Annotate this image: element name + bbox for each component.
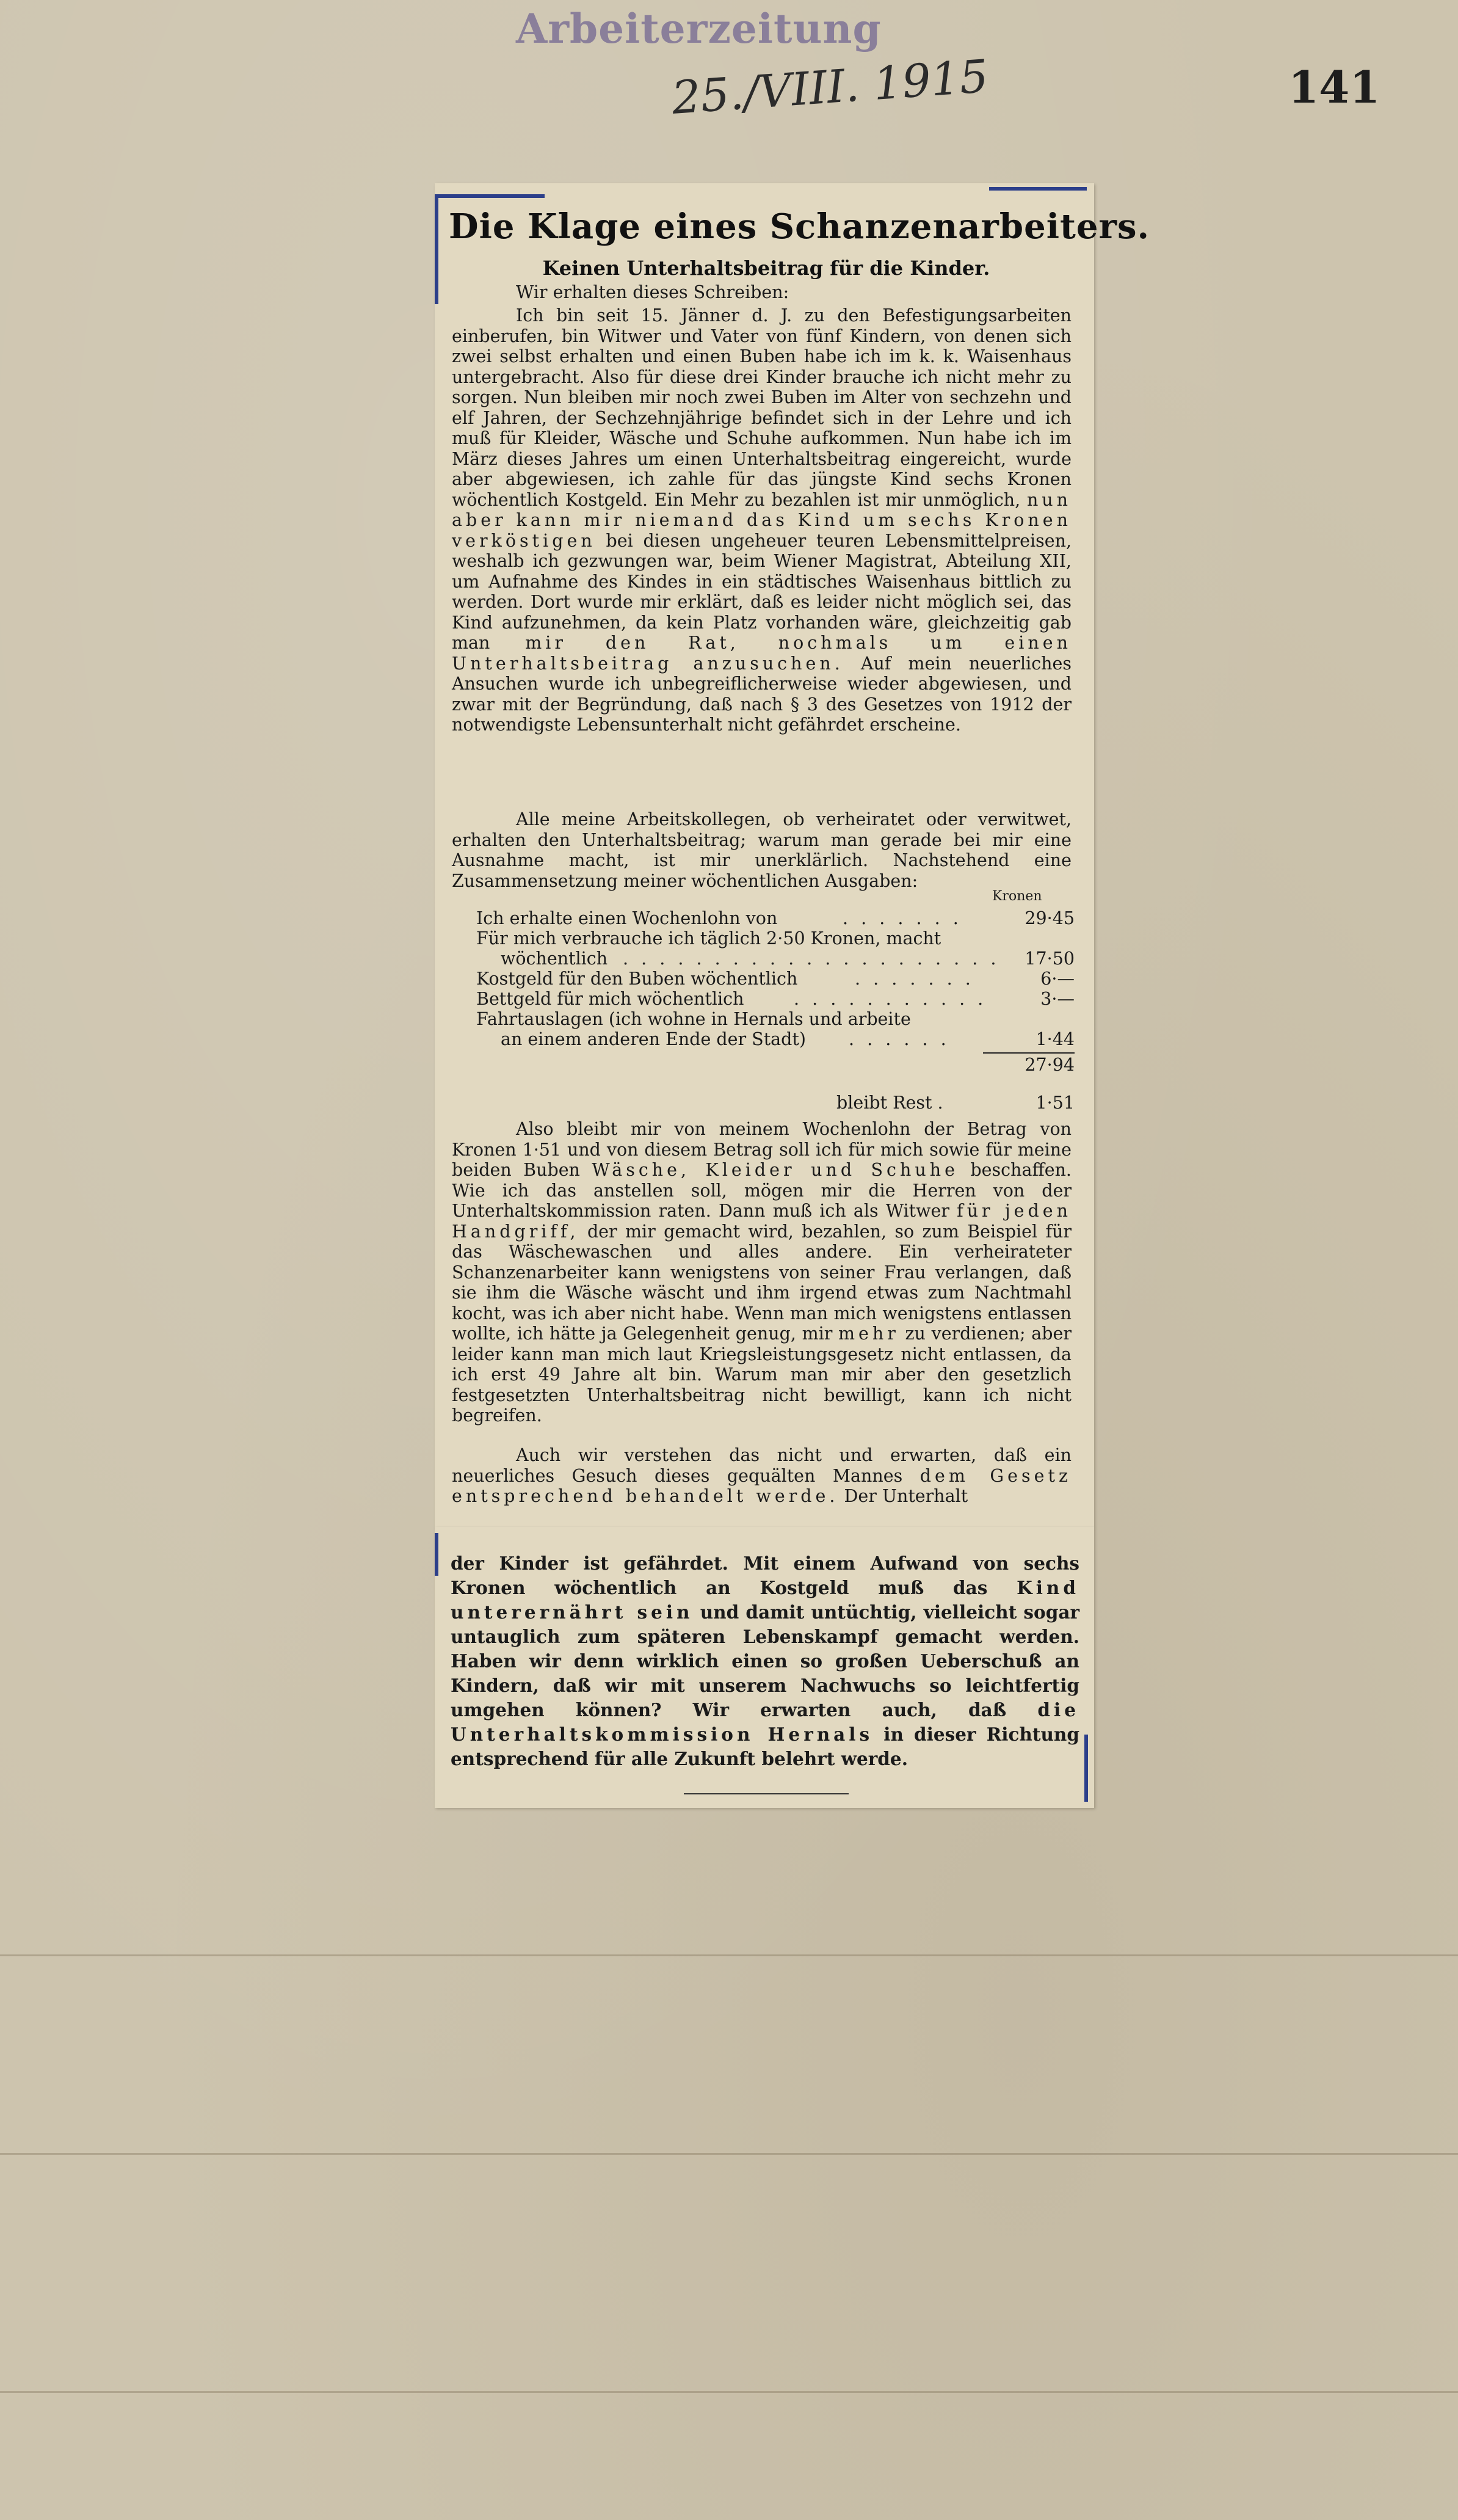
newspaper-stamp: Arbeiterzeitung: [516, 5, 882, 53]
emphasized-text: für jeden Handgriff,: [452, 1201, 1072, 1242]
ledger-label: Kostgeld für den Buben wöchentlich: [476, 969, 798, 989]
ledger-rest-value: 1·51: [1035, 1093, 1075, 1113]
emphasized-text: die Unterhaltskommission Hernals: [451, 1699, 1079, 1745]
blue-pencil-mark: [435, 194, 545, 198]
paragraph-text: zu verdienen; aber leider kann man mich laut Kriegsleistungsgesetz nicht entlassen, da ich erst 49 Jahre alt bin. Warum man mir aber den gesetzlich festgesetzten Unterhaltsbeitrag nicht bewilligt, kann ich nicht begreifen.: [452, 1324, 1072, 1426]
ledger-row: Bettgeld für mich wöchentlich . . . . . . . . . . . 3·—: [476, 989, 1075, 1009]
page-number: 141: [1288, 61, 1380, 113]
ledger-rest-label: bleibt Rest .: [836, 1093, 943, 1113]
article-paragraph: [452, 809, 1072, 891]
paragraph-text: Der Unterhalt: [844, 1486, 968, 1506]
paragraph-text: Auch wir verstehen das nicht und erwarten, daß ein neuerliches Gesuch dieses gequälten Mannes: [452, 1445, 1072, 1486]
article-paragraph: [452, 1119, 1072, 1426]
emphasized-text: Kind unterernährt sein: [451, 1577, 1079, 1623]
blue-pencil-mark: [435, 1533, 438, 1576]
ledger-row: [476, 928, 1075, 949]
article-headline: Die Klage eines Schanzenarbeiters.: [449, 206, 1150, 247]
paragraph-text: beschaffen. Wie ich das anstellen soll, mögen mir die Herren von der Unterhaltskommission raten. Dann muß ich als Witwer: [452, 1160, 1072, 1221]
ledger-label: Für mich verbrauche ich täglich 2·50 Kronen, macht: [476, 928, 941, 949]
ledger-label: Bettgeld für mich wöchentlich: [476, 989, 744, 1009]
paragraph-text: der Kinder ist gefährdet. Mit einem Aufwand von sechs Kronen wöchentlich an Kostgeld muß das: [451, 1553, 1079, 1598]
article-continuation: [451, 1551, 1079, 1771]
blue-pencil-mark: [435, 194, 438, 304]
ledger-label: Ich erhalte einen Wochenlohn von: [476, 908, 778, 928]
emphasized-text: mehr: [838, 1324, 899, 1344]
paragraph-text: und damit untüchtig, vielleicht sogar untauglich zum späteren Lebenskampf gemacht werden. Haben wir denn wirklich einen so großen Ueberschuß an Kindern, daß wir mit unserem Nachwuchs so leichtfertig umgehen können? Wir erwarten auch, daß: [451, 1601, 1079, 1721]
ledger-row: Kostgeld für den Buben wöchentlich . . . . . . . 6·—: [476, 969, 1075, 989]
blue-pencil-mark: [989, 187, 1087, 191]
ledger-value: 29·45: [1025, 908, 1075, 928]
article-subheadline: Keinen Unterhaltsbeitrag für die Kinder.: [542, 257, 990, 280]
fold-line: [0, 2391, 1458, 2393]
emphasized-text: nun aber kann mir niemand das Kind um sechs Kronen verköstigen: [452, 489, 1072, 551]
sum-rule: [983, 1052, 1075, 1054]
fold-line: [0, 2153, 1458, 2155]
paragraph-text: Ich bin seit 15. Jänner d. J. zu den Befestigungsarbeiten einberufen, bin Witwer und Vater von fünf Kindern, von denen sich zwei selbst erhalten und einen Buben habe ich im k. k. Waisenhaus untergebracht. Also für diese drei Kinder brauche ich nicht mehr zu sorgen. Nun bleiben mir noch zwei Buben im Alter von sechzehn und elf Jahren, der Sechzehnjährige befindet sich in der Lehre und ich muß für Kleider, Wäsche und Schuhe aufkommen. Nun habe ich im März dieses Jahres um einen Unterhaltsbeitrag eingereicht, wurde aber abgewiesen, ich zahle für das jüngste Kind sechs Kronen wöchentlich Kostgeld. Ein Mehr zu bezahlen ist mir unmöglich,: [452, 305, 1072, 510]
ledger-row: an einem anderen Ende der Stadt) . . . . . . 1·44: [501, 1029, 1075, 1049]
ledger-label: wöchentlich: [501, 949, 608, 969]
article-paragraph: [452, 1445, 1072, 1507]
paragraph-text: Auf mein neuerliches Ansuchen wurde ich unbegreiflicherweise wieder abgewiesen, und zwar mit der Begründung, daß nach § 3 des Gesetzes von 1912 der notwendigste Lebensunterhalt nicht gefährdet erscheine.: [452, 653, 1072, 735]
emphasized-text: mir den Rat, nochmals um einen Unterhaltsbeitrag anzusuchen.: [452, 633, 1072, 674]
article-end-rule: [684, 1793, 849, 1794]
ledger-rest-label-text: bleibt Rest: [836, 1093, 932, 1113]
ledger-label: an einem anderen Ende der Stadt): [501, 1029, 806, 1049]
paragraph-text: Also bleibt mir von meinem Wochenlohn der Betrag von Kronen 1·51 und von diesem Betrag soll ich für mich sowie für meine beiden Buben: [452, 1119, 1072, 1180]
paragraph-text: in dieser Richtung entsprechend für alle Zukunft belehrt werde.: [451, 1724, 1079, 1769]
ledger-row: [476, 1009, 1075, 1029]
emphasized-text: Wäsche, Kleider und Schuhe: [592, 1160, 959, 1180]
paragraph-text: bei diesen ungeheuer teuren Lebensmittelpreisen, weshalb ich gezwungen war, beim Wiener Magistrat, Abteilung XII, um Aufnahme des Kindes in ein städtisches Waisenhaus bittlich zu werden. Dort wurde mir erklärt, daß es leider nicht möglich sei, das Kind aufzunehmen, da kein Platz vorhanden wäre, gleichzeitig gab man: [452, 530, 1072, 653]
ledger-value: 3·—: [1040, 989, 1075, 1009]
handwritten-date: 25./VIII. 1915: [670, 49, 990, 125]
article-paragraph: [452, 305, 1072, 735]
ledger-label: Fahrtauslagen (ich wohne in Hernals und arbeite: [476, 1009, 911, 1029]
ledger-unit-header: Kronen: [992, 889, 1042, 904]
fold-line: [0, 1954, 1458, 1956]
ledger-total: 27·94: [1025, 1055, 1075, 1075]
ledger-row: Ich erhalte einen Wochenlohn von . . . . . . . 29·45: [476, 908, 1075, 928]
ledger-row: wöchentlich . . . . . . . . . . . . . . . . . . . . . 17·50: [501, 949, 1075, 969]
article-intro: Wir erhalten dieses Schreiben:: [516, 282, 789, 302]
emphasized-text: dem Gesetz entsprechend behandelt werde.: [452, 1465, 1072, 1506]
ledger-value: 1·44: [1035, 1029, 1075, 1049]
paragraph-text: Alle meine Arbeitskollegen, ob verheiratet oder verwitwet, erhalten den Unterhaltsbeitrag; warum man gerade bei mir eine Ausnahme macht, ist mir unerklärlich. Nachstehend eine Zusammensetzung meiner wöchentlichen Ausgaben:: [452, 809, 1072, 891]
blue-pencil-mark: [1084, 1735, 1088, 1802]
ledger-value: 6·—: [1040, 969, 1075, 989]
ledger-value: 17·50: [1025, 949, 1075, 969]
paragraph-text: der mir gemacht wird, bezahlen, so zum Beispiel für das Wäschewaschen und alles andere. Ein verheirateter Schanzenarbeiter kann wenigstens von seiner Frau verlangen, daß sie ihm die Wäsche wäscht und ihm irgend etwas zum Nachtmahl kocht, was ich aber nicht habe. Wenn man mich wenigstens entlassen wollte, ich hätte ja Gelegenheit genug, mir: [452, 1221, 1072, 1344]
